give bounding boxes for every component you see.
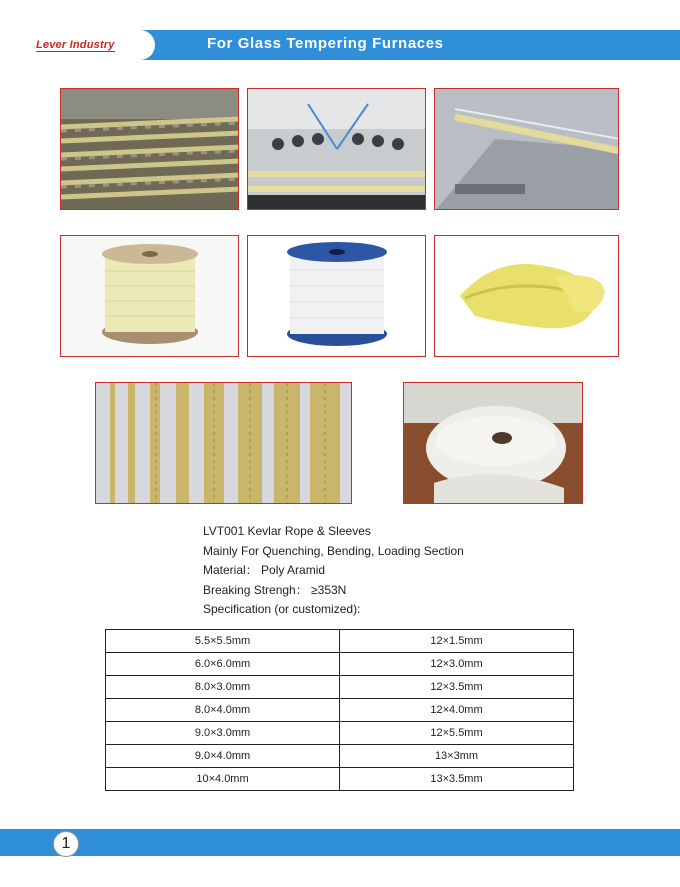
table-cell: 12×1.5mm [340,630,574,653]
product-usage: Mainly For Quenching, Bending, Loading Section [203,543,464,558]
photo-fiberglass-tape-roll [403,382,583,504]
specification-table [105,629,574,791]
page-number: 1 [53,831,79,857]
specification-label: Specification (or customized): [203,602,361,616]
photo-furnace-rollers [60,88,239,210]
table-cell: 13×3.5mm [340,768,574,791]
photo-kevlar-rope-reel [60,235,239,357]
photo-roller-line [434,88,619,210]
table-cell: 10×4.0mm [106,768,340,791]
product-name: LVT001 Kevlar Rope & Sleeves [203,524,371,538]
table-row [106,676,574,699]
photo-white-rope-reel [247,235,426,357]
table-cell: 12×3.5mm [340,676,574,699]
table-cell: 12×3.0mm [340,653,574,676]
photo-furnace-machinery [247,88,426,210]
table-cell: 9.0×3.0mm [106,722,340,745]
product-description [203,522,464,620]
table-cell: 13×3mm [340,745,574,768]
footer-band [0,829,680,856]
table-cell: 9.0×4.0mm [106,745,340,768]
table-row [106,768,574,791]
table-row [106,653,574,676]
logo-text: Lever Industry [36,38,115,51]
photo-kevlar-sleeve [434,235,619,357]
product-breaking-strength: Breaking Strengh： ≥353N [203,582,347,597]
table-row [106,630,574,653]
table-cell: 8.0×4.0mm [106,699,340,722]
product-material: Material： Poly Aramid [203,563,326,577]
table-row [106,699,574,722]
page-title: For Glass Tempering Furnaces [207,35,444,52]
table-cell: 5.5×5.5mm [106,630,340,653]
table-row [106,722,574,745]
table-cell: 12×4.0mm [340,699,574,722]
table-row [106,745,574,768]
photo-kevlar-rope-samples [95,382,352,504]
table-cell: 8.0×3.0mm [106,676,340,699]
table-cell: 6.0×6.0mm [106,653,340,676]
table-cell: 12×5.5mm [340,722,574,745]
logo [0,30,155,60]
